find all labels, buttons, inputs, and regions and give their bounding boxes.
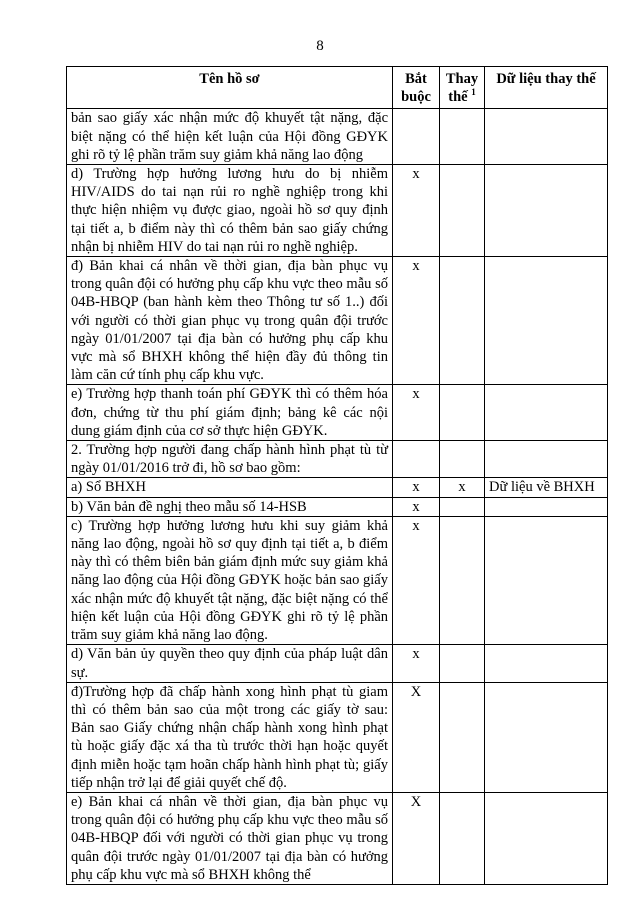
row-name-cell: 2. Trường hợp người đang chấp hành hình phạt tù từ ngày 01/01/2016 trở đi, hồ sơ bao gồm: <box>67 441 393 478</box>
row-name-cell: đ)Trường hợp đã chấp hành xong hình phạt tù giam thì có thêm bản sao của một trong các giấy tờ sau: Bản sao Giấy chứng nhận chấp hành xong hình phạt tù hoặc giấy đặc xá tha tù trước thời hạn hoặc quyết định miễn hoặc tạm hoãn chấp hành hình phạt tù; giấy tiếp nhận trở lại để giải quyết chế độ. <box>67 682 393 792</box>
row-replace-cell <box>440 682 485 792</box>
row-name-cell: c) Trường hợp hưởng lương hưu khi suy giảm khả năng lao động, ngoài hồ sơ quy định tại tiết a, b điểm này thì có thêm biên bản giám định mức suy giảm khả năng lao động của Hội đồng GĐYK hoặc bản sao giấy xác nhận mức độ khuyết tật nặng, đặc biệt nặng có thể hiện kết luận của Hội đồng GĐYK ghi rõ tỷ lệ phần trăm suy giảm khả năng lao động. <box>67 516 393 644</box>
header-required-line2: buộc <box>401 89 431 106</box>
document-requirements-table <box>66 66 608 885</box>
header-alt-data <box>485 67 608 109</box>
footnote-marker: 1 <box>471 87 476 98</box>
row-alt-data-cell <box>485 792 608 884</box>
row-alt-data-cell <box>485 516 608 644</box>
row-alt-data-cell <box>485 165 608 257</box>
table-row <box>67 682 608 792</box>
row-alt-data-cell <box>485 441 608 478</box>
table-row <box>67 257 608 385</box>
row-required-cell: x <box>393 257 440 385</box>
row-required-cell <box>393 441 440 478</box>
table-row <box>67 165 608 257</box>
row-alt-data-cell <box>485 257 608 385</box>
row-required-cell: x <box>393 516 440 644</box>
row-replace-cell <box>440 257 485 385</box>
row-replace-cell <box>440 497 485 516</box>
row-alt-data-cell: Dữ liệu về BHXH <box>485 478 608 497</box>
row-replace-cell <box>440 441 485 478</box>
table-row <box>67 497 608 516</box>
row-replace-cell <box>440 385 485 441</box>
row-required-cell: x <box>393 385 440 441</box>
header-required <box>393 67 440 109</box>
table-row <box>67 385 608 441</box>
row-required-cell: X <box>393 682 440 792</box>
table-row <box>67 792 608 884</box>
row-replace-cell: x <box>440 478 485 497</box>
page-number: 8 <box>316 38 324 54</box>
table-row <box>67 478 608 497</box>
table-row <box>67 109 608 165</box>
row-alt-data-cell <box>485 645 608 682</box>
row-name-cell: d) Trường hợp hưởng lương hưu do bị nhiễm HIV/AIDS do tai nạn rủi ro nghề nghiệp trong khi thực hiện nhiệm vụ được giao, ngoài hồ sơ quy định tại tiết a, b điểm này thì có thêm bản sao giấy chứng nhận bị nhiễm HIV do tai nạn rủi ro nghề nghiệp. <box>67 165 393 257</box>
header-replace-line1: Thay <box>445 71 479 87</box>
row-replace-cell <box>440 645 485 682</box>
row-name-cell: d) Văn bản ủy quyền theo quy định của pháp luật dân sự. <box>67 645 393 682</box>
row-required-cell: X <box>393 792 440 884</box>
table-row <box>67 645 608 682</box>
table-row <box>67 516 608 644</box>
table-row <box>67 441 608 478</box>
row-replace-cell <box>440 109 485 165</box>
row-alt-data-cell <box>485 497 608 516</box>
row-required-cell: x <box>393 645 440 682</box>
row-name-cell: bản sao giấy xác nhận mức độ khuyết tật nặng, đặc biệt nặng có thể hiện kết luận của Hội đồng GĐYK ghi rõ tỷ lệ phần trăm suy giảm khả năng lao động <box>67 109 393 165</box>
row-required-cell: x <box>393 497 440 516</box>
header-replace <box>440 67 485 109</box>
row-alt-data-cell <box>485 682 608 792</box>
row-name-cell: e) Trường hợp thanh toán phí GĐYK thì có thêm hóa đơn, chứng từ thu phí giám định; bảng kê các nội dung giám định của cơ sở thực hiện GĐYK. <box>67 385 393 441</box>
header-alt-data-text: Dữ liệu thay thế <box>496 71 596 87</box>
row-replace-cell <box>440 792 485 884</box>
header-replace-line2: thế <box>448 89 468 106</box>
row-replace-cell <box>440 165 485 257</box>
header-name-text: Tên hồ sơ <box>199 71 260 87</box>
row-required-cell: x <box>393 165 440 257</box>
row-required-cell <box>393 109 440 165</box>
row-name-cell: b) Văn bản đề nghị theo mẫu số 14-HSB <box>67 497 393 516</box>
row-name-cell: e) Bản khai cá nhân về thời gian, địa bàn phục vụ trong quân đội có hưởng phụ cấp khu vực theo mẫu số 04B-HBQP đối với người có thời gian phục vụ trong quân đội trước ngày 01/01/2007 tại địa bàn có hưởng phụ cấp khu vực mà sổ BHXH không thể <box>67 792 393 884</box>
row-alt-data-cell <box>485 385 608 441</box>
header-name <box>67 67 393 109</box>
row-name-cell: a) Sổ BHXH <box>67 478 393 497</box>
row-name-cell: đ) Bản khai cá nhân về thời gian, địa bàn phục vụ trong quân đội có hưởng phụ cấp khu vực theo mẫu số 04B-HBQP (ban hành kèm theo Thông tư số 1..) đối với người có thời gian phục vụ trong quân đội trước ngày 01/01/2007 tại địa bàn có hưởng phụ cấp khu vực mà sổ BHXH không thể hiện đầy đủ thông tin làm căn cứ tính phụ cấp khu vực. <box>67 257 393 385</box>
row-replace-cell <box>440 516 485 644</box>
row-required-cell: x <box>393 478 440 497</box>
header-required-line1: Bắt <box>405 71 427 87</box>
row-alt-data-cell <box>485 109 608 165</box>
table-header-row <box>67 67 608 109</box>
